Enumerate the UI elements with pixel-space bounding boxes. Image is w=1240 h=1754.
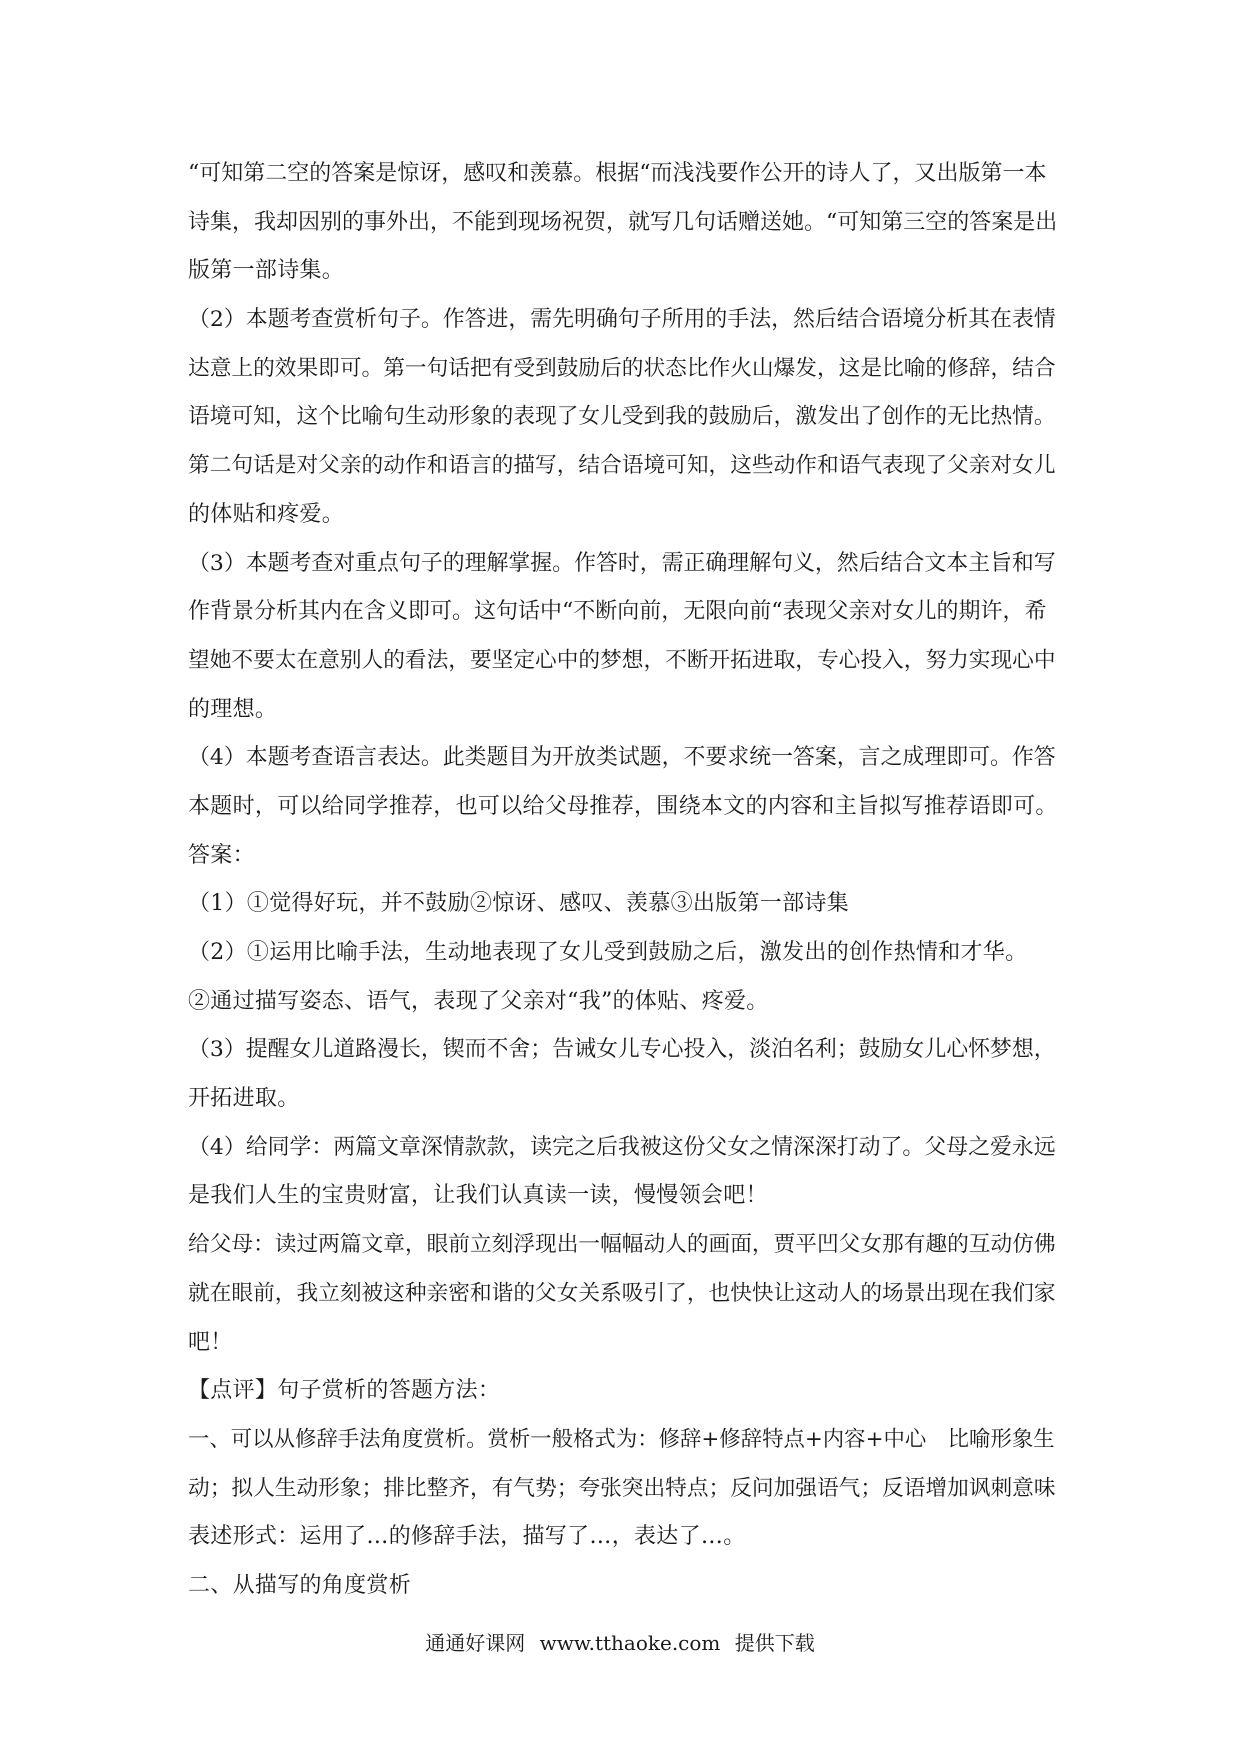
text-line: 一、可以从修辞手法角度赏析。赏析一般格式为：修辞+修辞特点+内容+中心 比喻形象生 xyxy=(188,1426,1055,1452)
text-line: 诗集，我却因别的事外出，不能到现场祝贺，就写几句话赠送她。“可知第三空的答案是出 xyxy=(188,209,1058,235)
text-line: 【点评】句子赏析的答题方法： xyxy=(188,1378,501,1404)
footer-note: 提供下载 xyxy=(734,1631,815,1655)
text-line: （4）给同学：两篇文章深情款款，读完之后我被这份父女之情深深打动了。父母之爱永远 xyxy=(188,1134,1056,1160)
text-line: （3）本题考查对重点句子的理解掌握。作答时，需正确理解句义，然后结合文本主旨和写 xyxy=(188,550,1056,576)
text-line: 给父母：读过两篇文章，眼前立刻浮现出一幅幅动人的画面，贾平凹父女那有趣的互动仿佛 xyxy=(188,1232,1056,1258)
text-line: （2）①运用比喻手法，生动地表现了女儿受到鼓励之后，激发出的创作热情和才华。 xyxy=(188,940,1028,965)
text-line: 开拓进取。 xyxy=(188,1086,300,1112)
text-line: 的体贴和疼爱。 xyxy=(188,501,345,527)
text-line: 作背景分析其内在含义即可。这句话中“不断向前，无限向前“表现父亲对女儿的期许，希 xyxy=(188,599,1047,625)
page-footer xyxy=(0,1628,1240,1658)
text-line: （3）提醒女儿道路漫长，锲而不舍；告诫女儿专心投入，淡泊名利；鼓励女儿心怀梦想， xyxy=(188,1037,1056,1063)
document-body xyxy=(188,150,1058,1611)
text-line: 的理想。 xyxy=(188,696,278,722)
text-line: 表述形式：运用了…的修辞手法，描写了…，表达了…。 xyxy=(188,1524,746,1550)
text-line: 答案： xyxy=(188,842,255,868)
text-line: 望她不要太在意别人的看法，要坚定心中的梦想，不断开拓进取，专心投入，努力实现心中 xyxy=(188,647,1056,673)
text-line: （4）本题考查语言表达。此类题目为开放类试题，不要求统一答案，言之成理即可。作答 xyxy=(188,745,1056,771)
text-line: 是我们人生的宝贵财富，让我们认真读一读，慢慢领会吧！ xyxy=(188,1183,768,1209)
text-line: ②通过描写姿态、语气，表现了父亲对“我”的体贴、疼爱。 xyxy=(188,988,769,1014)
text-line: “可知第二空的答案是惊讶，感叹和羡慕。根据“而浅浅要作公开的诗人了，又出版第一本 xyxy=(188,161,1047,186)
text-line: 二、从描写的角度赏析 xyxy=(188,1572,412,1598)
text-line: 语境可知，这个比喻句生动形象的表现了女儿受到我的鼓励后，激发出了创作的无比热情。 xyxy=(188,404,1056,430)
text-line: 第二句话是对父亲的动作和语言的描写，结合语境可知，这些动作和语气表现了父亲对女儿 xyxy=(188,453,1056,479)
text-line: 达意上的效果即可。第一句话把有受到鼓励后的状态比作火山爆发，这是比喻的修辞，结合 xyxy=(188,355,1056,381)
text-line: 本题时，可以给同学推荐，也可以给父母推荐，围绕本文的内容和主旨拟写推荐语即可。 xyxy=(188,793,1058,819)
text-line: 就在眼前，我立刻被这种亲密和谐的父女关系吸引了，也快快让这动人的场景出现在我们家 xyxy=(188,1280,1056,1306)
text-line: 版第一部诗集。 xyxy=(188,258,345,284)
footer-url: www.tthaoke.com xyxy=(539,1631,721,1655)
text-line: 吧！ xyxy=(188,1329,233,1355)
text-line: （2）本题考查赏析句子。作答进，需先明确句子所用的手法，然后结合语境分析其在表情 xyxy=(188,307,1056,333)
text-line: （1）①觉得好玩，并不鼓励②惊讶、感叹、羡慕③出版第一部诗集 xyxy=(188,891,849,917)
footer-site-name: 通通好课网 xyxy=(425,1631,526,1655)
text-line: 动；拟人生动形象；排比整齐，有气势；夸张突出特点；反问加强语气；反语增加讽刺意味 xyxy=(188,1475,1056,1501)
